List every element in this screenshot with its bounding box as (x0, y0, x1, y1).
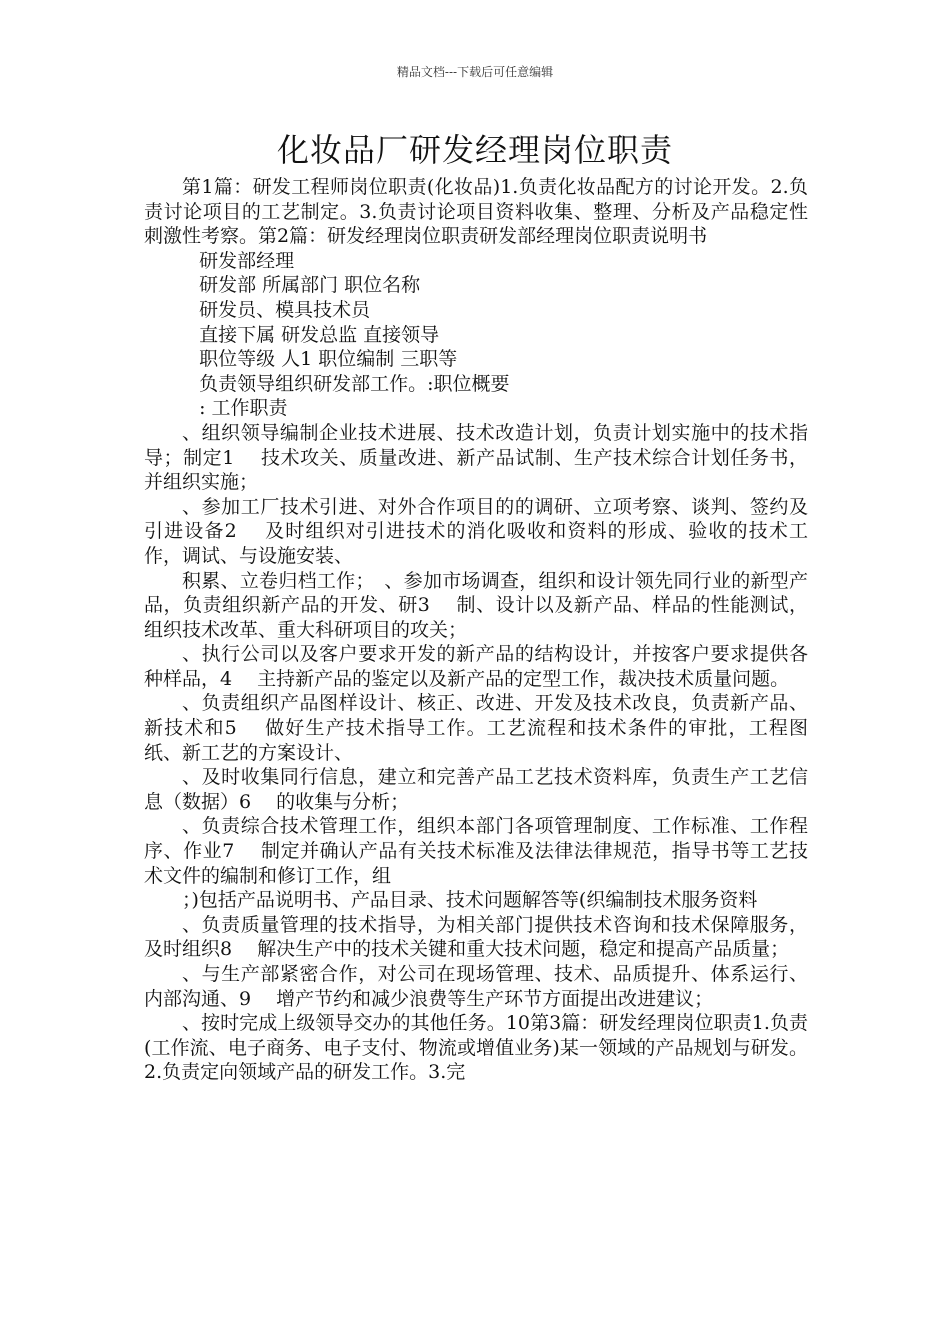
paragraph: ；)包括产品说明书、产品目录、技术问题解答等(织编制技术服务资料 (182, 889, 758, 912)
paragraph: : 工作职责 (199, 397, 288, 420)
paragraph: 、负责组织产品图样设计、核正、改进、开发及技术改良，负责新产品、新技术和5 做好生产技术指导工作。工艺流程和技术条件的审批，工程图纸、新工艺的方案设计、 (144, 692, 808, 764)
paragraph: 、负责综合技术管理工作，组织本部门各项管理制度、工作标准、工作程序、作业7 制定并确认产品有关技术标准及法律法律规范，指导书等工艺技术文件的编制和修订工作，组 (144, 815, 808, 887)
paragraph: 积累、立卷归档工作； 、参加市场调查，组织和设计领先同行业的新型产品，负责组织新产品的开发、研3 制、设计以及新产品、样品的性能测试，组织技术改革、重大科研项目的攻关； (144, 569, 808, 641)
paragraph: 、参加工厂技术引进、对外合作项目的的调研、立项考察、谈判、签约及引进设备2 及时组织对引进技术的消化吸收和资料的形成、验收的技术工作，调试、与设施安装、 (144, 495, 808, 567)
paragraph: 直接下属 研发总监 直接领导 (199, 323, 440, 346)
paragraph: 研发部经理 (199, 249, 295, 272)
paragraph: 、按时完成上级领导交办的其他任务。10第3篇：研发经理岗位职责1.负责(工作流、电子商务、电子支付、物流或增值业务)某一领域的产品规划与研发。2.负责定向领域产品的研发工作。3.完 (144, 1012, 808, 1084)
paragraph: 、负责质量管理的技术指导，为相关部门提供技术咨询和技术保障服务，及时组织8 解决生产中的技术关键和重大技术问题，稳定和提高产品质量； (144, 913, 808, 961)
paragraph: 研发员、模具技术员 (199, 298, 371, 321)
page-header: 精品文档---下载后可任意编辑 (396, 65, 554, 79)
paragraph: 第1篇：研发工程师岗位职责(化妆品)1.负责化妆品配方的讨论开发。2.负责讨论项目的工艺制定。3.负责讨论项目资料收集、整理、分析及产品稳定性刺激性考察。第2篇：研发经理岗位职责研发部经理岗位职责说明书 (144, 176, 808, 248)
document-body (144, 175, 808, 1085)
document-title: 化妆品厂研发经理岗位职责 (276, 131, 673, 169)
paragraph: 、组织领导编制企业技术进展、技术改造计划，负责计划实施中的技术指导；制定1 技术攻关、质量改进、新产品试制、生产技术综合计划任务书，并组织实施； (144, 421, 808, 494)
paragraph: 、与生产部紧密合作，对公司在现场管理、技术、品质提升、体系运行、内部沟通、9 增产节约和减少浪费等生产环节方面提出改进建议； (144, 963, 808, 1010)
paragraph: 研发部 所属部门 职位名称 (199, 274, 421, 297)
paragraph: 职位等级 人1 职位编制 三职等 (199, 348, 458, 371)
paragraph: 、执行公司以及客户要求开发的新产品的结构设计，并按客户要求提供各种样品，4 主持新产品的鉴定以及新产品的定型工作，裁决技术质量问题。 (144, 643, 808, 690)
paragraph: 负责领导组织研发部工作。:职位概要 (199, 372, 510, 395)
paragraph: 、及时收集同行信息，建立和完善产品工艺技术资料库，负责生产工艺信息（数据）6 的收集与分析； (144, 766, 808, 813)
